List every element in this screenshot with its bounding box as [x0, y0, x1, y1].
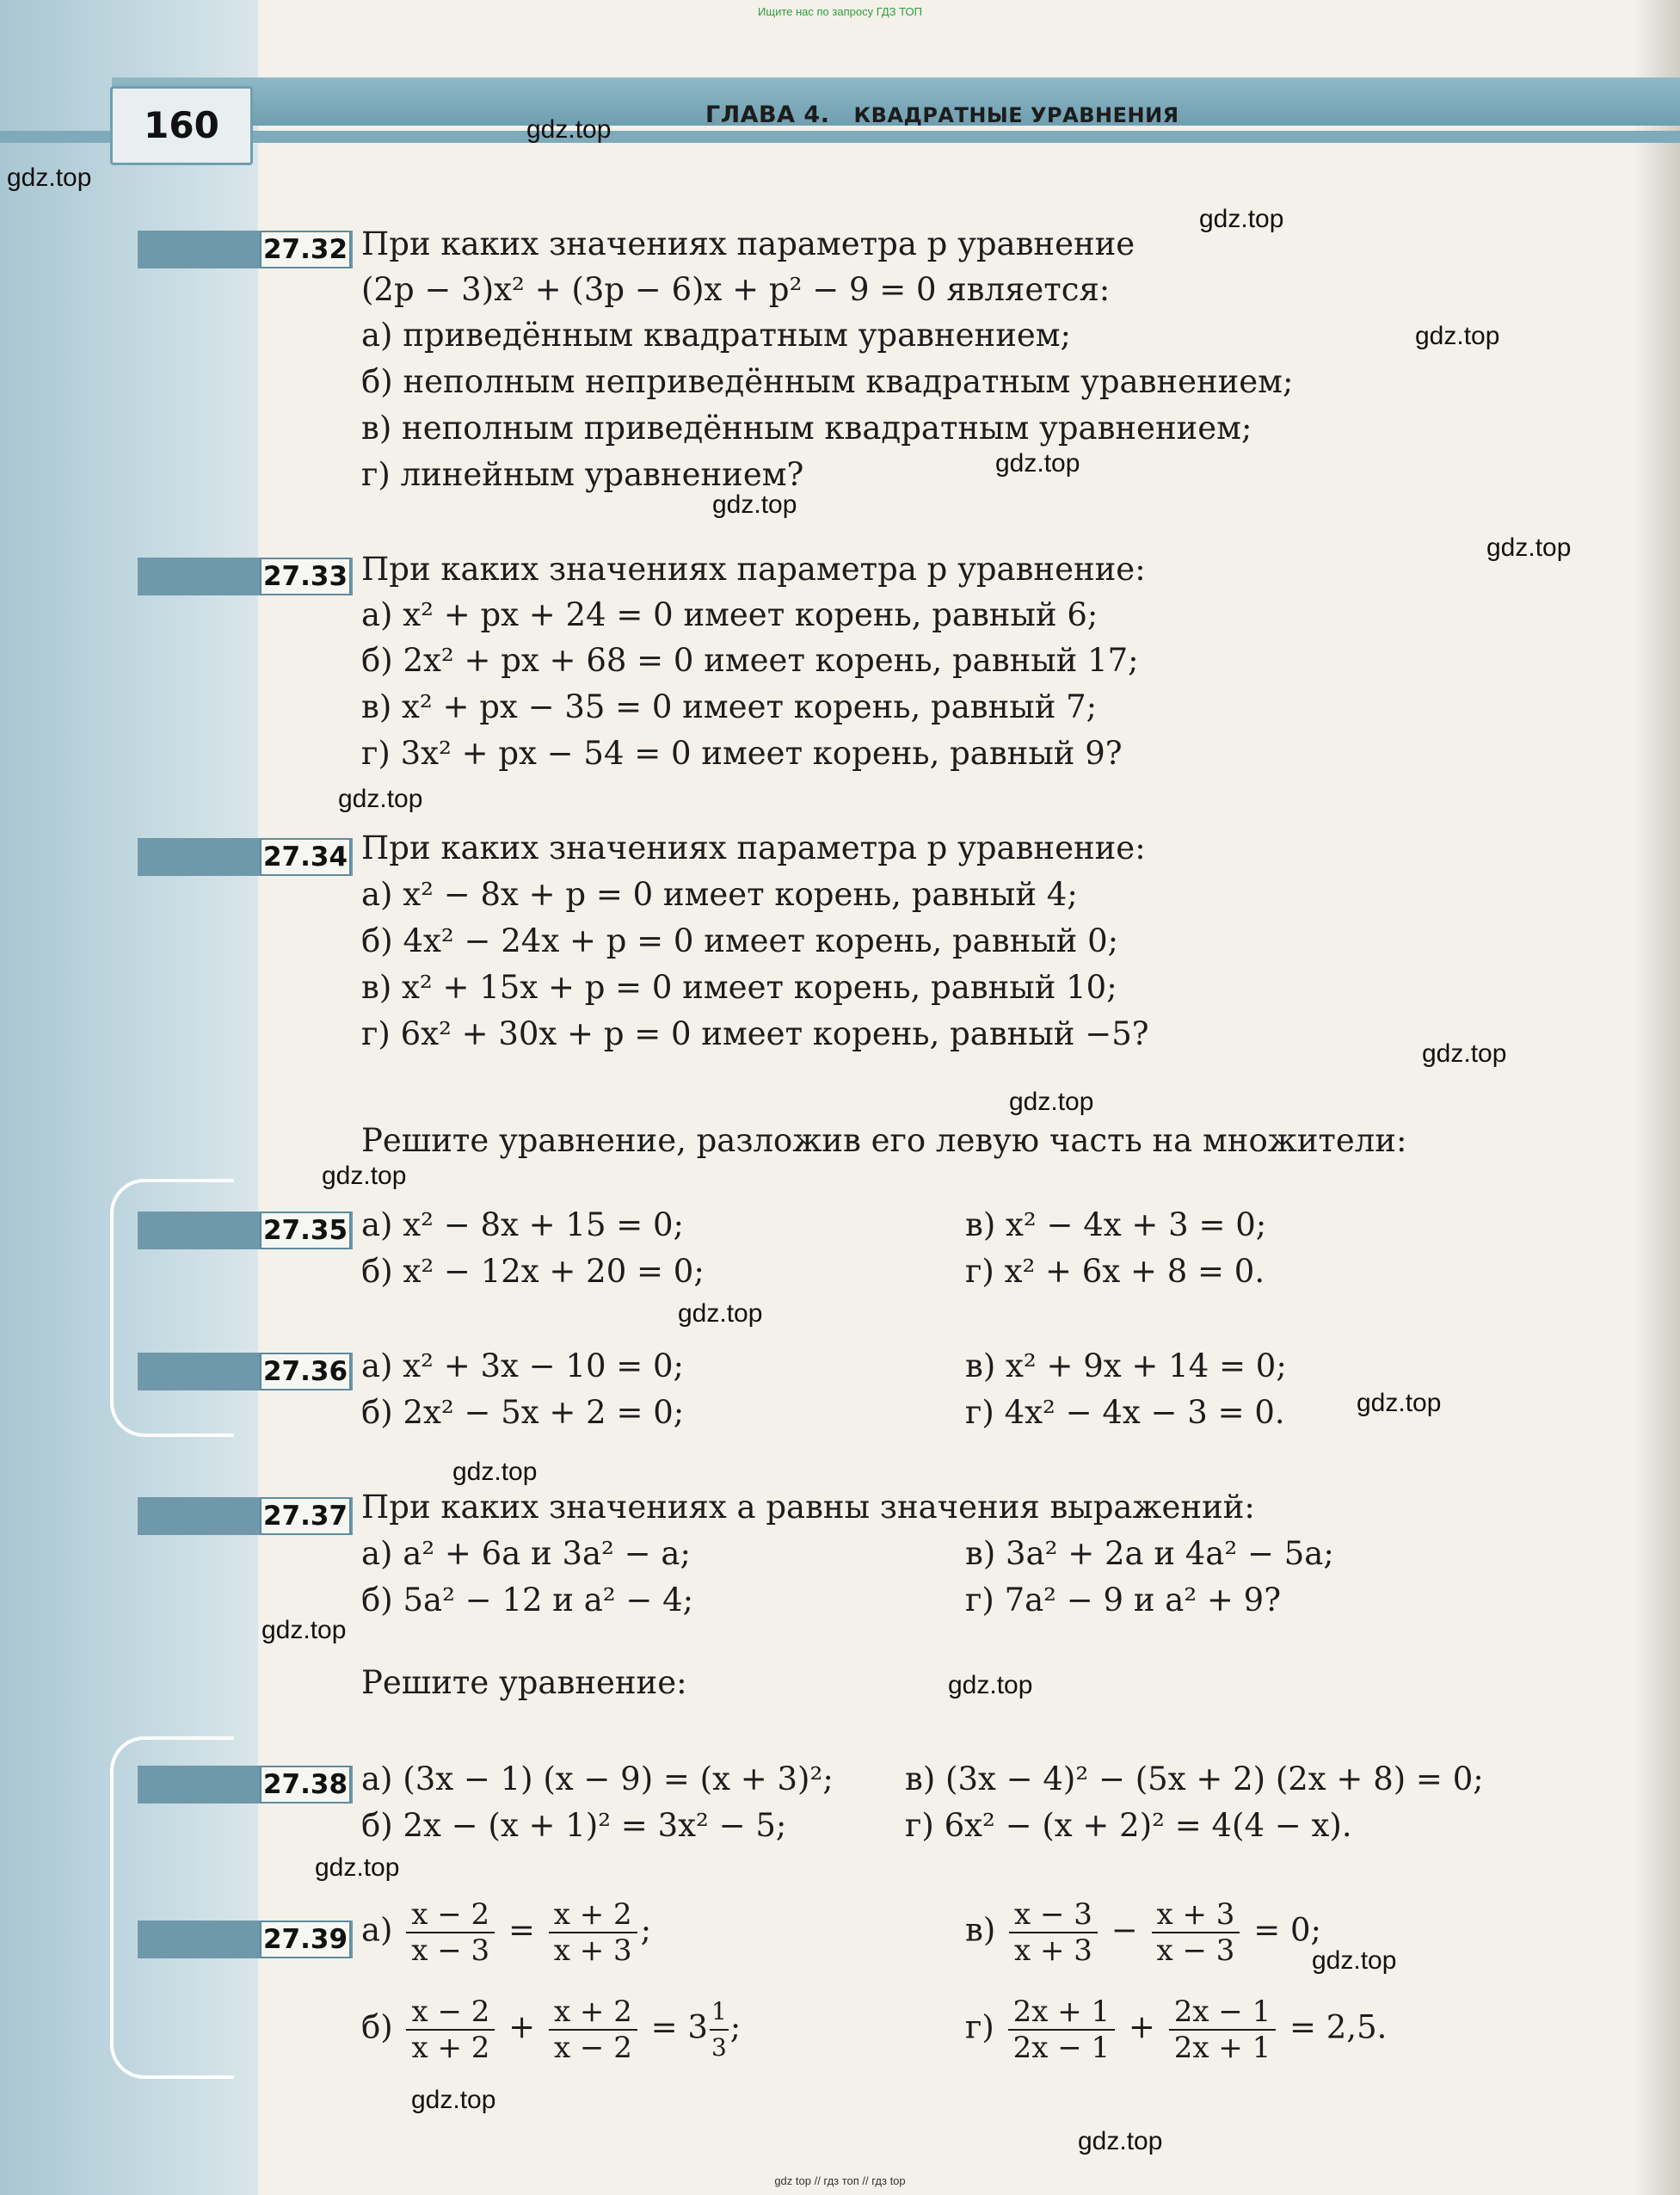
fraction — [1009, 1897, 1098, 1968]
watermark: gdz.top — [948, 1671, 1033, 1699]
watermark: gdz.top — [712, 490, 797, 519]
exercise-item: г) x² + 6x + 8 = 0. — [965, 1253, 1265, 1290]
item-label: а) — [361, 1911, 393, 1949]
watermark: gdz.top — [452, 1458, 538, 1486]
exercise-line: (2p − 3)x² + (3p − 6)x + p² − 9 = 0 является: — [361, 271, 1111, 308]
exercise-item: б) x² − 12x + 20 = 0; — [361, 1253, 705, 1290]
fraction-equation — [965, 1897, 1321, 1968]
exercise-line: При каких значениях параметра p уравнение — [361, 225, 1135, 262]
denominator: x + 3 — [1014, 1933, 1092, 1968]
item-label: б) — [361, 2008, 393, 2046]
watermark: gdz.top — [262, 1616, 347, 1644]
exercise-number: 27.35 — [260, 1212, 351, 1249]
exercise-number: 27.38 — [260, 1766, 351, 1803]
exercise-number: 27.32 — [260, 231, 351, 268]
chapter-label: ГЛАВА 4. — [705, 102, 830, 128]
page-edge-shadow — [1633, 0, 1680, 2195]
exercise-line: г) 3x² + px − 54 = 0 имеет корень, равный 9? — [361, 735, 1123, 772]
watermark: gdz.top — [338, 785, 423, 813]
operator: = — [508, 1911, 535, 1949]
fraction — [549, 1897, 637, 1968]
exercise-line: б) неполным неприведённым квадратным уравнением; — [361, 363, 1294, 400]
fraction — [406, 1995, 495, 2065]
chapter-title: КВАДРАТНЫЕ УРАВНЕНИЯ — [853, 103, 1179, 127]
exercise-line: а) приведённым квадратным уравнением; — [361, 317, 1072, 354]
fraction — [1152, 1897, 1240, 1968]
exercise-item: г) 4x² − 4x − 3 = 0. — [965, 1394, 1285, 1431]
item-label: г) — [965, 2008, 994, 2046]
numerator: x − 2 — [406, 1995, 495, 2031]
exercise-item: а) x² − 8x + 15 = 0; — [361, 1206, 685, 1243]
watermark: gdz.top — [1199, 205, 1284, 233]
exercise-line: г) 6x² + 30x + p = 0 имеет корень, равный −5? — [361, 1015, 1149, 1052]
numerator: x + 2 — [549, 1995, 637, 2031]
exercise-item: б) 2x − (x + 1)² = 3x² − 5; — [361, 1807, 787, 1844]
section-instruction: Решите уравнение, разложив его левую часть на множители: — [361, 1122, 1407, 1159]
terminator: = 2,5. — [1289, 2008, 1388, 2046]
denominator: x − 2 — [553, 2031, 632, 2065]
terminator: ; — [729, 2008, 742, 2046]
exercise-line: б) 4x² − 24x + p = 0 имеет корень, равный 0; — [361, 922, 1119, 959]
exercise-item: в) x² − 4x + 3 = 0; — [965, 1206, 1267, 1243]
fraction-equation — [965, 1995, 1387, 2065]
numerator: x − 3 — [1009, 1897, 1098, 1933]
numerator: x + 3 — [1152, 1897, 1240, 1933]
numerator: x − 2 — [406, 1897, 495, 1933]
fraction — [1008, 1995, 1116, 2065]
exercise-line: При каких значениях параметра p уравнение: — [361, 829, 1146, 866]
watermark: gdz.top — [315, 1853, 400, 1882]
watermark: gdz.top — [1078, 2127, 1163, 2155]
denominator: x + 2 — [411, 2031, 490, 2065]
exercise-line: При каких значениях a равны значения выражений: — [361, 1489, 1255, 1526]
numerator: 1 — [710, 1995, 729, 2031]
page-number: 160 — [110, 86, 253, 165]
watermark: gdz.top — [995, 449, 1080, 478]
exercise-item: г) 6x² − (x + 2)² = 4(4 − x). — [905, 1807, 1352, 1844]
watermark: gdz.top — [7, 163, 92, 192]
item-label: в) — [965, 1911, 996, 1949]
exercise-item: в) 3a² + 2a и 4a² − 5a; — [965, 1535, 1334, 1572]
denominator: 2x − 1 — [1012, 2031, 1111, 2065]
fraction — [406, 1897, 495, 1968]
denominator: x + 3 — [553, 1933, 632, 1968]
exercise-item: а) (3x − 1) (x − 9) = (x + 3)²; — [361, 1760, 834, 1797]
chapter-heading — [705, 102, 1179, 128]
fraction — [710, 1995, 729, 2065]
watermark: gdz.top — [1486, 533, 1572, 562]
terminator: = 0; — [1253, 1911, 1321, 1949]
watermark: gdz.top — [1422, 1039, 1507, 1068]
exercise-line: в) x² + px − 35 = 0 имеет корень, равный 7; — [361, 688, 1098, 725]
exercise-line: б) 2x² + px + 68 = 0 имеет корень, равный 17; — [361, 642, 1139, 679]
fraction — [1169, 1995, 1277, 2065]
watermark: gdz.top — [322, 1162, 407, 1190]
exercise-item: в) (3x − 4)² − (5x + 2) (2x + 8) = 0; — [905, 1760, 1484, 1797]
denominator: 2x + 1 — [1173, 2031, 1271, 2065]
exercise-item: а) a² + 6a и 3a² − a; — [361, 1535, 691, 1572]
watermark: gdz.top — [678, 1299, 763, 1328]
exercise-number: 27.37 — [260, 1497, 351, 1535]
exercise-line: г) линейным уравнением? — [361, 456, 804, 493]
operator: + — [1128, 2008, 1155, 2046]
watermark: gdz.top — [1312, 1946, 1397, 1975]
exercise-item: б) 2x² − 5x + 2 = 0; — [361, 1394, 685, 1431]
exercise-item: в) x² + 9x + 14 = 0; — [965, 1347, 1287, 1384]
watermark: gdz.top — [411, 2086, 496, 2114]
exercise-number: 27.39 — [260, 1921, 351, 1958]
fraction — [549, 1995, 637, 2065]
operator: = 3 — [650, 2008, 708, 2046]
numerator: 2x − 1 — [1169, 1995, 1277, 2031]
terminator: ; — [640, 1911, 652, 1949]
section-instruction: Решите уравнение: — [361, 1664, 687, 1701]
exercise-number: 27.33 — [260, 558, 351, 595]
denominator: 3 — [711, 2033, 727, 2062]
watermark: gdz.top — [1009, 1088, 1094, 1116]
numerator: 2x + 1 — [1008, 1995, 1116, 2031]
watermark: gdz.top — [1415, 322, 1500, 350]
denominator: x − 3 — [1156, 1933, 1235, 1968]
fraction-equation — [361, 1995, 741, 2065]
watermark: gdz.top — [1357, 1389, 1442, 1417]
operator: − — [1111, 1911, 1138, 1949]
exercise-item: а) x² + 3x − 10 = 0; — [361, 1347, 685, 1384]
denominator: x − 3 — [411, 1933, 490, 1968]
exercise-line: в) неполным приведённым квадратным уравнением; — [361, 410, 1252, 447]
operator: + — [508, 2008, 536, 2046]
numerator: x + 2 — [549, 1897, 637, 1933]
bottom-note: gdz top // гдз топ // гдз top — [774, 2174, 906, 2187]
exercise-number: 27.36 — [260, 1353, 351, 1390]
exercise-item: б) 5a² − 12 и a² − 4; — [361, 1582, 694, 1619]
fraction-equation — [361, 1897, 651, 1968]
top-note: Ищите нас по запросу ГДЗ ТОП — [758, 5, 922, 18]
exercise-item: г) 7a² − 9 и a² + 9? — [965, 1582, 1282, 1619]
watermark: gdz.top — [526, 115, 612, 144]
exercise-line: а) x² − 8x + p = 0 имеет корень, равный 4; — [361, 876, 1078, 913]
exercise-line: а) x² + px + 24 = 0 имеет корень, равный 6; — [361, 596, 1098, 633]
exercise-number: 27.34 — [260, 838, 351, 876]
exercise-line: в) x² + 15x + p = 0 имеет корень, равный 10; — [361, 969, 1117, 1006]
exercise-line: При каких значениях параметра p уравнение: — [361, 551, 1146, 588]
